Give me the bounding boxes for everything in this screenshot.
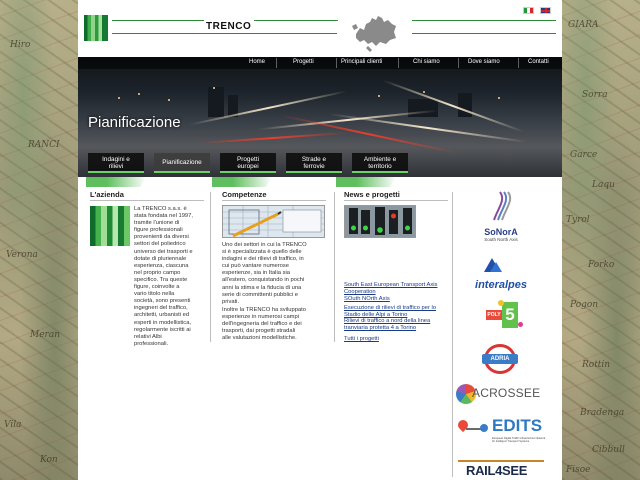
city-light: [423, 91, 425, 93]
azienda-text: [134, 206, 206, 348]
flag-italy-icon[interactable]: [523, 7, 534, 14]
competenze-text-2: [222, 307, 328, 342]
logo-line: [254, 20, 338, 21]
header-line: [412, 20, 556, 21]
tab-ambiente-territorio[interactable]: Ambiente e territorio: [352, 153, 408, 173]
competenze-text-line: cui può vantare numerose: [222, 263, 290, 270]
azienda-text-line: regolarmente iscritti ai: [134, 326, 191, 333]
azienda-text-line: dotate di pluriennale: [134, 255, 187, 262]
map-label: Vila: [4, 420, 22, 430]
partner-edits[interactable]: [456, 416, 546, 448]
poly5-dot-icon: [498, 300, 504, 306]
competenze-text-line: indagini e dei rilievi di traffico, in: [222, 256, 304, 263]
partner-rail4see[interactable]: [456, 454, 546, 478]
map-label: RANCI: [28, 140, 60, 150]
rail4see-name: RAIL4SEE: [466, 463, 528, 478]
sonora-name: SoNorA: [484, 227, 518, 237]
sonora-sub: South North Axis: [484, 237, 518, 242]
nav-separator: [336, 58, 337, 68]
nav-progetti[interactable]: Progetti: [293, 59, 314, 65]
partner-sonora[interactable]: [456, 190, 546, 248]
azienda-title: L'azienda: [90, 190, 124, 199]
skyline-building: [208, 87, 224, 117]
azienda-text-line: nel proprio campo: [134, 269, 181, 276]
news-link-seetac[interactable]: South East European Transport Axis Cooperation: [344, 282, 438, 295]
traffic-streak: [258, 110, 437, 131]
tab-strade-ferrovie[interactable]: Strade e ferrovie: [286, 153, 342, 173]
map-label: Tyrol: [566, 215, 590, 225]
skyline-building: [408, 99, 438, 117]
partner-acrossee[interactable]: [456, 380, 546, 410]
partner-interalpes[interactable]: [456, 256, 546, 292]
azienda-text-line: relativi Albi: [134, 333, 162, 340]
partner-poly5[interactable]: [456, 300, 546, 336]
azienda-text-line: stata fondata nel 1997,: [134, 213, 193, 220]
map-background-right: [562, 0, 640, 480]
europe-map-icon: [350, 12, 400, 52]
azienda-text-line: professionali.: [134, 340, 169, 347]
header-line: [412, 33, 556, 34]
blueprint-image: [222, 205, 325, 238]
trenco-stripes-logo: [90, 206, 130, 246]
map-background-left: [0, 0, 78, 480]
azienda-text-line: tramite l'unione di: [134, 220, 180, 227]
map-label: Pogon: [570, 300, 599, 310]
city-light: [213, 87, 215, 89]
azienda-text-line: vario titolo nella: [134, 291, 175, 298]
rail4see-track-icon: [458, 460, 544, 462]
news-link-linea-4[interactable]: Rilievi di traffico a nord della linea tranviaria protetta 4 a Torino: [344, 318, 431, 331]
nav-separator: [276, 58, 277, 68]
city-light: [118, 97, 120, 99]
news-title: News e progetti: [344, 190, 400, 199]
section-divider: [222, 200, 326, 201]
map-label: Garce: [570, 150, 598, 160]
hero-title: Pianificazione: [88, 114, 181, 131]
azienda-text-line: architetti, urbanisti ed: [134, 312, 190, 319]
azienda-text-line: società, sono presenti: [134, 298, 191, 305]
acrossee-name: ACROSSEE: [472, 386, 541, 400]
news-link-stadio-alpi[interactable]: Esecuzione di rilievi di traffico per lo Stadio delle Alpi a Torino: [344, 305, 437, 318]
poly5-dot-icon: [518, 322, 523, 327]
tab-indagini-rilievi[interactable]: Indagini e rilievi: [88, 153, 144, 173]
competenze-text-line: trasporti, dai progetti stradali: [222, 328, 296, 335]
section-divider: [344, 200, 448, 201]
traffic-lights-image: [344, 205, 416, 238]
news-link-tutti-progetti[interactable]: Tutti i progetti: [344, 336, 379, 342]
edits-name: EDITS: [492, 416, 543, 435]
map-label: Verona: [6, 250, 38, 260]
column-separator: [452, 192, 453, 477]
competenze-text-line: all'estero, conquistando in pochi: [222, 277, 305, 284]
interalpes-name: interalpes: [475, 279, 527, 291]
nav-separator: [458, 58, 459, 68]
map-label: Kon: [40, 455, 58, 465]
page-container: [78, 0, 562, 480]
edits-sub: European Digital Traffic Infrastructure Network for Intelligent Transport Systems: [492, 437, 546, 443]
competenze-text-line: serie di committenti pubblici e: [222, 291, 299, 298]
azienda-text-line: specifico. Tra queste: [134, 276, 188, 283]
nav-home[interactable]: Home: [249, 59, 266, 65]
section-marker: [212, 177, 272, 187]
main-nav: [78, 57, 562, 69]
map-label: Bradenga: [580, 408, 625, 418]
sonora-logo-icon: [456, 190, 546, 224]
competenze-text-line: esperienze in numerosi campi: [222, 314, 300, 321]
column-separator: [334, 192, 335, 342]
site-header: [78, 0, 562, 56]
section-marker: [86, 177, 146, 187]
section-marker: [336, 177, 396, 187]
interalpes-logo-icon: [456, 256, 546, 274]
section-divider: [90, 200, 204, 201]
nav-chi-siamo[interactable]: Chi siamo: [413, 59, 440, 65]
competenze-text-line: dell'ingegneria del traffico e dei: [222, 321, 302, 328]
adria-name: ADRIA: [482, 354, 518, 364]
nav-principali-clienti[interactable]: Principali clienti: [341, 59, 383, 65]
competenze-text-line: anni la stima e la fiducia di una: [222, 284, 302, 291]
competenze-text-line: esperienze, sia in Italia sia: [222, 270, 290, 277]
map-label: Sorra: [582, 90, 608, 100]
partner-adria[interactable]: [456, 344, 546, 376]
city-light: [168, 99, 170, 101]
nav-dove-siamo[interactable]: Dove siamo: [468, 59, 500, 65]
map-label: Rottin: [582, 360, 611, 370]
azienda-text-line: universo dei trasporti e: [134, 248, 193, 255]
competenze-text: [222, 242, 328, 306]
map-label: Meran: [30, 330, 61, 340]
azienda-text-line: figure professionali: [134, 227, 183, 234]
traffic-streak: [329, 113, 527, 143]
map-label: Laqu: [592, 180, 615, 190]
competenze-text-line: si è specializzata è quello delle: [222, 249, 302, 256]
city-light: [378, 95, 380, 97]
news-link-sonora[interactable]: SOuth NOrth Axis: [344, 296, 390, 302]
azienda-text-line: provenienti da diversi: [134, 234, 189, 241]
logo-line: [112, 20, 204, 21]
azienda-text-line: ingegneri del traffico,: [134, 305, 188, 312]
city-light: [498, 97, 500, 99]
azienda-text-line: settori del poliedrico: [134, 241, 186, 248]
trenco-logo-icon[interactable]: [84, 15, 108, 41]
competenze-text-line: privati.: [222, 298, 240, 305]
competenze-title: Competenze: [222, 190, 267, 199]
map-label: Hiro: [10, 40, 31, 50]
hero-banner: [78, 57, 562, 177]
column-separator: [210, 192, 211, 342]
competenze-text-line: Inoltre la TRENCO ha sviluppato: [222, 307, 306, 313]
flag-uk-icon[interactable]: [540, 7, 551, 14]
azienda-text-line: figure, coinvolte a: [134, 284, 180, 291]
nav-separator: [398, 58, 399, 68]
competenze-text-line: alle valutazioni modellistiche.: [222, 335, 297, 342]
azienda-text-line: esperti in modellistica,: [134, 319, 192, 326]
traffic-streak: [198, 132, 348, 144]
azienda-text-line: esperienza, ciascuna: [134, 262, 189, 269]
map-label: GIARA: [568, 20, 599, 30]
tab-progetti-europei[interactable]: Progetti europei: [220, 153, 276, 173]
azienda-text-line: La TRENCO s.a.s. è: [134, 206, 187, 212]
city-light: [138, 93, 140, 95]
logo-text[interactable]: TRENCO: [206, 21, 252, 32]
poly5-name: POLY: [487, 312, 501, 318]
poly5-number: 5: [502, 302, 518, 328]
tab-pianificazione[interactable]: Pianificazione: [154, 153, 210, 173]
competenze-text-line: Uno dei settori in cui la TRENCO: [222, 242, 307, 248]
map-label: Fisoe: [566, 465, 591, 475]
edits-dot-icon: [480, 424, 488, 432]
map-label: Cibbull: [592, 445, 625, 455]
logo-line: [112, 33, 337, 34]
nav-separator: [518, 58, 519, 68]
map-label: Forko: [588, 260, 615, 270]
nav-contatti[interactable]: Contatti: [528, 59, 549, 65]
